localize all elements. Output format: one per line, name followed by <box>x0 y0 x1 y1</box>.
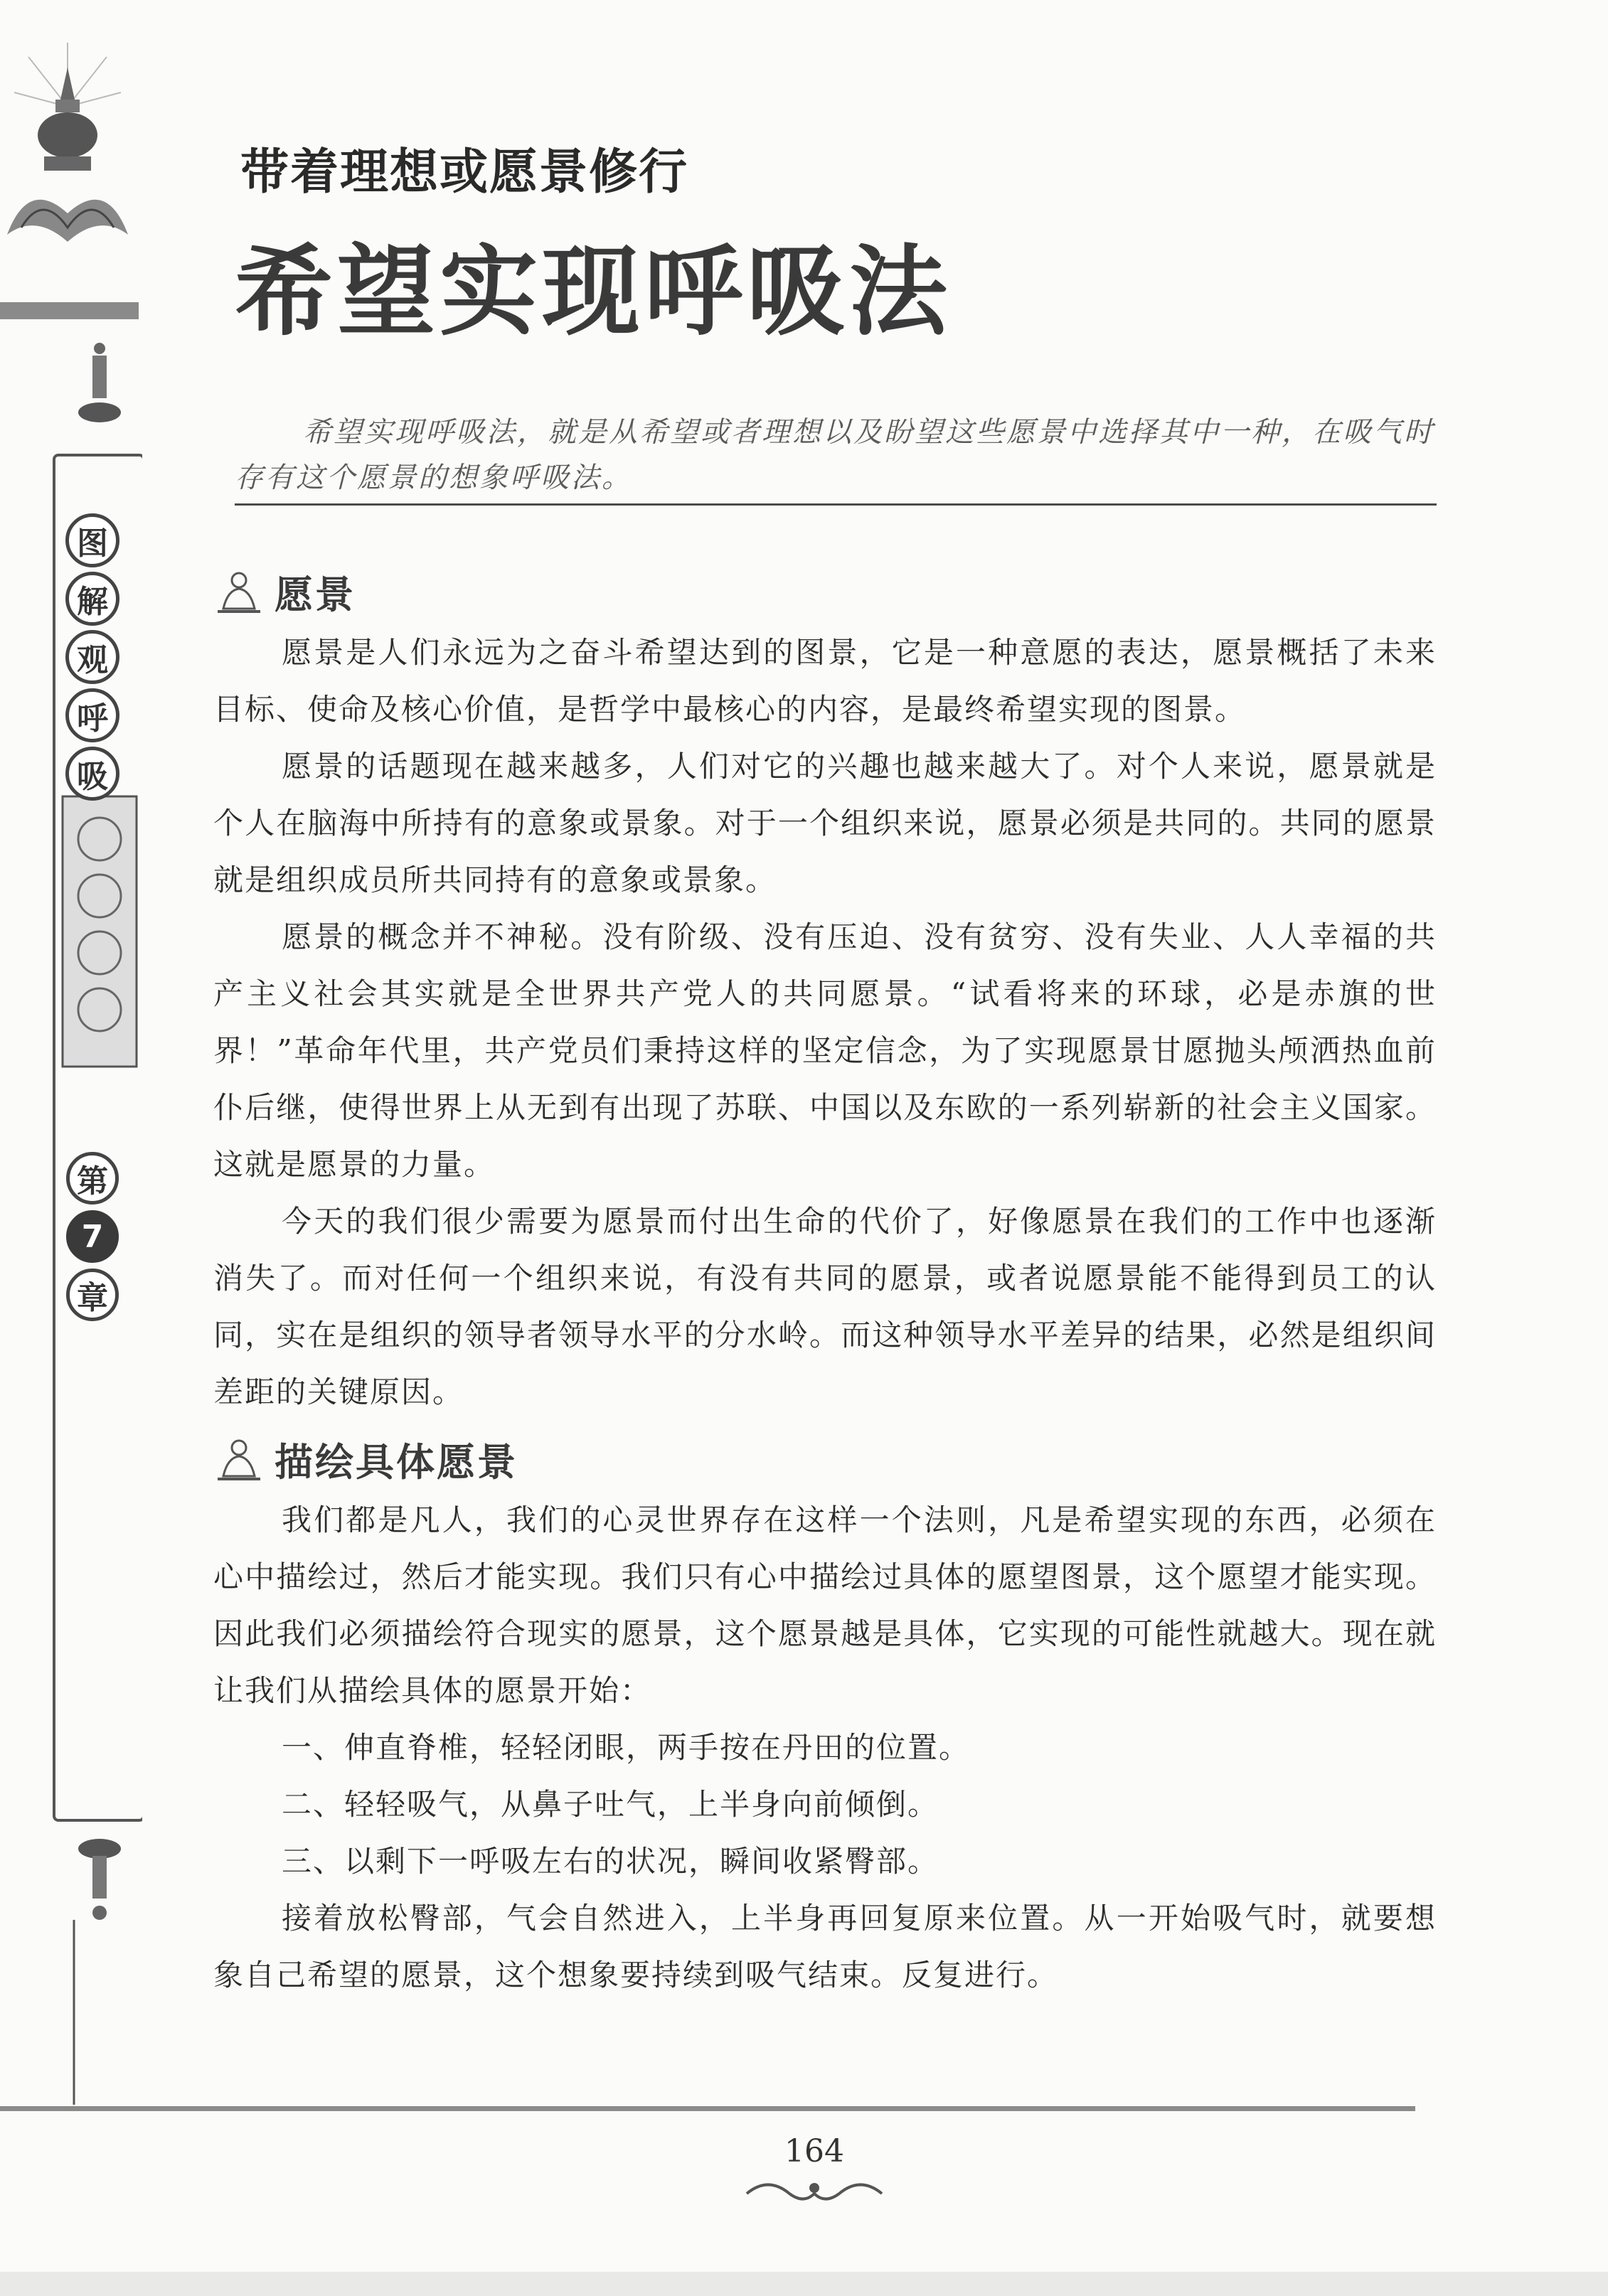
paragraph: 我们都是凡人，我们的心灵世界存在这样一个法则，凡是希望实现的东西，必须在心中描绘过，然后才能实现。我们只有心中描绘过具体的愿望图景，这个愿望才能实现。因此我们必须描绘符合现实的愿景，这个愿景越是具体，它实现的可能性就越大。现在就让我们从描绘具体的愿景开始： <box>213 1502 1437 1708</box>
section-heading <box>213 559 1437 624</box>
book-char: 解 <box>65 572 119 626</box>
footer-ornament-icon <box>740 2172 889 2215</box>
page-number: 164 <box>784 2133 844 2169</box>
main-content <box>213 553 1437 2004</box>
chapter-marker <box>57 1152 128 1327</box>
section-heading <box>213 1426 1437 1492</box>
book-char: 呼 <box>65 688 119 742</box>
book-char: 吸 <box>65 747 119 801</box>
paragraph: 今天的我们很少需要为愿景而付出生命的代价了，好像愿景在我们的工作中也逐渐消失了。而对任何一个组织来说，有没有共同的愿景，或者说愿景能不能得到员工的认同，实在是组织的领导者领导水平的分水岭。而这种领导水平差异的结果，必然是组织间差距的关键原因。 <box>213 1204 1437 1409</box>
paragraph: 愿景是人们永远为之奋斗希望达到的图景，它是一种意愿的表达，愿景概括了未来目标、使命及核心价值，是哲学中最核心的内容，是最终希望实现的图景。 <box>213 635 1437 727</box>
page-edge <box>0 2272 1608 2296</box>
meditating-buddha-icon <box>213 566 265 617</box>
meditating-buddha-icon <box>213 1433 265 1485</box>
header-divider <box>235 503 1437 506</box>
page-title: 希望实现呼吸法 <box>235 233 952 349</box>
book-title-vertical <box>50 513 135 805</box>
chapter-char: 第 <box>66 1152 119 1205</box>
book-char: 图 <box>65 513 119 567</box>
chapter-number: 7 <box>66 1210 119 1263</box>
lead-paragraph: 希望实现呼吸法，就是从希望或者理想以及盼望这些愿景中选择其中一种，在吸气时存有这个愿景的想象呼吸法。 <box>235 416 1434 494</box>
paragraph: 接着放松臀部，气会自然进入，上半身再回复原来位置。从一开始吸气时，就要想象自己希望的愿景，这个想象要持续到吸气结束。反复进行。 <box>213 1901 1437 1992</box>
chapter-char: 章 <box>66 1269 119 1321</box>
paragraph: 愿景的概念并不神秘。没有阶级、没有压迫、没有贫穷、没有失业、人人幸福的共产主义社会其实就是全世界共产党人的共同愿景。“试看将来的环球，必是赤旗的世界！”革命年代里，共产党员们秉持这样的坚定信念，为了实现愿景甘愿抛头颅洒热血前仆后继，使得世界上从无到有出现了苏联、中国以及东欧的一系列崭新的社会主义国家。这就是愿景的力量。 <box>213 919 1437 1182</box>
step-item: 三、以剩下一呼吸左右的状况，瞬间收紧臀部。 <box>282 1844 939 1879</box>
step-item: 二、轻轻吸气，从鼻子吐气，上半身向前倾倒。 <box>282 1787 939 1822</box>
section-title: 愿景 <box>275 571 356 617</box>
section-kicker: 带着理想或愿景修行 <box>240 144 689 201</box>
section-title: 描绘具体愿景 <box>275 1438 518 1485</box>
paragraph: 愿景的话题现在越来越多，人们对它的兴趣也越来越大了。对个人来说，愿景就是个人在脑海中所持有的意象或景象。对于一个组织来说，愿景必须是共同的。共同的愿景就是组织成员所共同持有的意象或景象。 <box>213 749 1437 897</box>
footer-divider <box>0 2106 1415 2111</box>
book-char: 观 <box>65 630 119 684</box>
step-item: 一、伸直脊椎，轻轻闭眼，两手按在丹田的位置。 <box>282 1730 971 1765</box>
sidebar-decoration <box>0 0 142 2296</box>
stupa-ornament-icon <box>0 0 142 2296</box>
